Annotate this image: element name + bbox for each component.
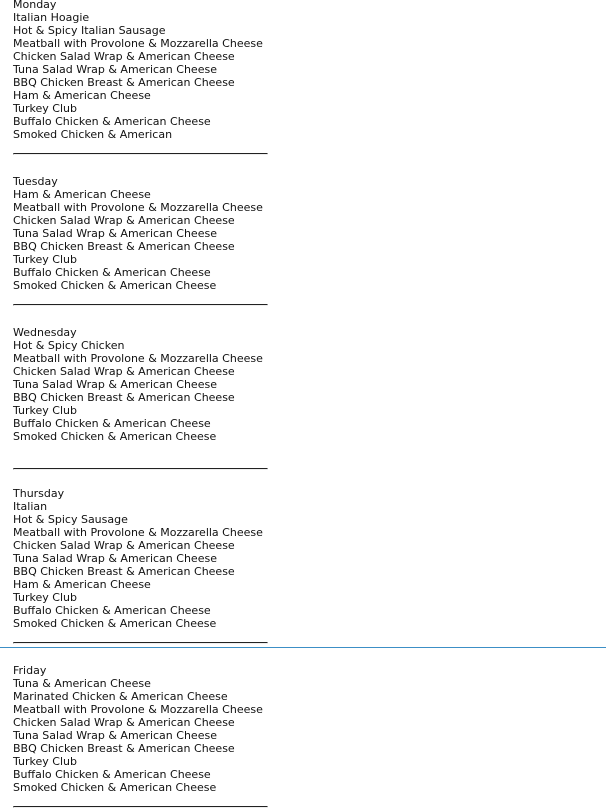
menu-item: Chicken Salad Wrap & American Cheese bbox=[13, 365, 235, 378]
menu-item: Tuna Salad Wrap & American Cheese bbox=[13, 378, 217, 391]
menu-item: Tuna Salad Wrap & American Cheese bbox=[13, 552, 217, 565]
menu-item: Buffalo Chicken & American Cheese bbox=[13, 115, 211, 128]
menu-item: Ham & American Cheese bbox=[13, 578, 151, 591]
menu-item: Turkey Club bbox=[13, 755, 77, 768]
menu-item: Turkey Club bbox=[13, 102, 77, 115]
menu-item: Turkey Club bbox=[13, 253, 77, 266]
menu-item: Hot & Spicy Sausage bbox=[13, 513, 128, 526]
menu-item: Turkey Club bbox=[13, 591, 77, 604]
page-break-line bbox=[0, 647, 606, 648]
menu-item: Italian Hoagie bbox=[13, 11, 90, 24]
menu-item: Meatball with Provolone & Mozzarella Cheese bbox=[13, 37, 263, 50]
menu-item: Hot & Spicy Italian Sausage bbox=[13, 24, 166, 37]
menu-item: Buffalo Chicken & American Cheese bbox=[13, 768, 211, 781]
menu-item: BBQ Chicken Breast & American Cheese bbox=[13, 742, 235, 755]
day-section-wednesday bbox=[13, 326, 593, 487]
day-heading-thursday: Thursday bbox=[13, 487, 65, 500]
menu-item: Smoked Chicken & American Cheese bbox=[13, 279, 217, 292]
menu-item: BBQ Chicken Breast & American Cheese bbox=[13, 240, 235, 253]
day-heading-monday: Monday bbox=[13, 0, 57, 11]
day-heading-friday: Friday bbox=[13, 664, 47, 677]
menu-item: Smoked Chicken & American bbox=[13, 128, 173, 141]
menu-item: Meatball with Provolone & Mozzarella Cheese bbox=[13, 703, 263, 716]
menu-item: BBQ Chicken Breast & American Cheese bbox=[13, 391, 235, 404]
day-heading-tuesday: Tuesday bbox=[13, 175, 58, 188]
menu-item: Smoked Chicken & American Cheese bbox=[13, 430, 217, 443]
menu-item: Meatball with Provolone & Mozzarella Cheese bbox=[13, 352, 263, 365]
menu-item: Ham & American Cheese bbox=[13, 89, 151, 102]
day-section-friday bbox=[13, 664, 593, 808]
menu-item: BBQ Chicken Breast & American Cheese bbox=[13, 565, 235, 578]
day-section-thursday bbox=[13, 487, 593, 664]
menu-item: Smoked Chicken & American Cheese bbox=[13, 617, 217, 630]
menu-item: Hot & Spicy Chicken bbox=[13, 339, 125, 352]
menu-item: Marinated Chicken & American Cheese bbox=[13, 690, 228, 703]
menu-item: Italian bbox=[13, 500, 48, 513]
day-section-monday bbox=[13, 0, 593, 175]
day-section-tuesday bbox=[13, 175, 593, 326]
menu-item: Tuna Salad Wrap & American Cheese bbox=[13, 729, 217, 742]
menu-item: Turkey Club bbox=[13, 404, 77, 417]
menu-item: BBQ Chicken Breast & American Cheese bbox=[13, 76, 235, 89]
menu-item: Tuna Salad Wrap & American Cheese bbox=[13, 227, 217, 240]
menu-document bbox=[13, 0, 593, 808]
menu-item: Chicken Salad Wrap & American Cheese bbox=[13, 50, 235, 63]
menu-item: Meatball with Provolone & Mozzarella Cheese bbox=[13, 201, 263, 214]
menu-item: Chicken Salad Wrap & American Cheese bbox=[13, 539, 235, 552]
menu-item: Buffalo Chicken & American Cheese bbox=[13, 417, 211, 430]
menu-item: Meatball with Provolone & Mozzarella Cheese bbox=[13, 526, 263, 539]
menu-item: Tuna & American Cheese bbox=[13, 677, 151, 690]
menu-item: Buffalo Chicken & American Cheese bbox=[13, 604, 211, 617]
day-heading-wednesday: Wednesday bbox=[13, 326, 77, 339]
menu-item: Smoked Chicken & American Cheese bbox=[13, 781, 217, 794]
menu-item: Buffalo Chicken & American Cheese bbox=[13, 266, 211, 279]
menu-item: Chicken Salad Wrap & American Cheese bbox=[13, 716, 235, 729]
menu-item: Chicken Salad Wrap & American Cheese bbox=[13, 214, 235, 227]
menu-item: Ham & American Cheese bbox=[13, 188, 151, 201]
menu-item: Tuna Salad Wrap & American Cheese bbox=[13, 63, 217, 76]
